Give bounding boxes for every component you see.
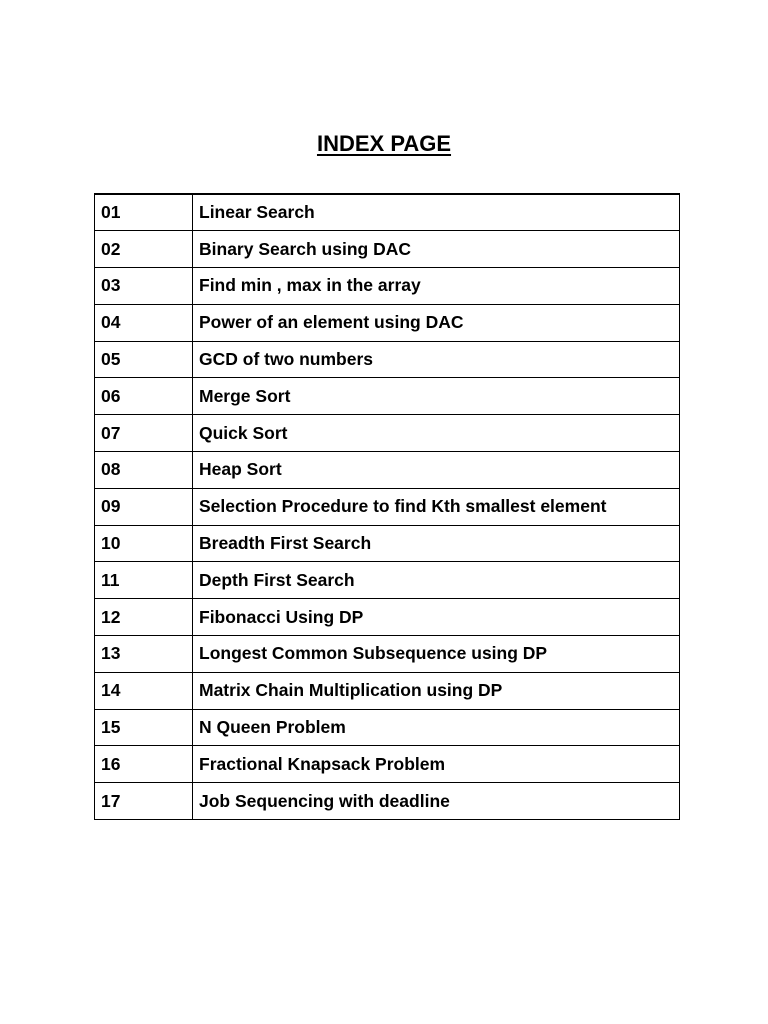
table-row [95, 488, 680, 525]
row-number: 16 [95, 746, 193, 783]
row-number: 03 [95, 268, 193, 305]
row-topic: Heap Sort [193, 452, 680, 489]
row-topic: Linear Search [193, 194, 680, 231]
row-number: 07 [95, 415, 193, 452]
row-number: 04 [95, 304, 193, 341]
row-number: 06 [95, 378, 193, 415]
table-row [95, 415, 680, 452]
row-number: 14 [95, 672, 193, 709]
page-title: INDEX PAGE [316, 131, 452, 156]
row-number: 10 [95, 525, 193, 562]
table-row [95, 378, 680, 415]
table-row [95, 636, 680, 673]
row-topic: Fibonacci Using DP [193, 599, 680, 636]
row-topic: Fractional Knapsack Problem [193, 746, 680, 783]
row-topic: Matrix Chain Multiplication using DP [193, 672, 680, 709]
table-row [95, 746, 680, 783]
row-topic: Power of an element using DAC [193, 304, 680, 341]
index-table-body [95, 194, 680, 820]
table-row [95, 599, 680, 636]
row-number: 11 [95, 562, 193, 599]
row-topic: GCD of two numbers [193, 341, 680, 378]
row-topic: Merge Sort [193, 378, 680, 415]
row-number: 12 [95, 599, 193, 636]
table-row [95, 672, 680, 709]
row-number: 13 [95, 636, 193, 673]
table-row [95, 268, 680, 305]
row-topic: N Queen Problem [193, 709, 680, 746]
row-topic: Job Sequencing with deadline [193, 783, 680, 820]
row-topic: Depth First Search [193, 562, 680, 599]
table-row [95, 194, 680, 231]
row-number: 05 [95, 341, 193, 378]
table-row [95, 783, 680, 820]
table-row [95, 525, 680, 562]
row-topic: Binary Search using DAC [193, 231, 680, 268]
row-number: 01 [95, 194, 193, 231]
row-topic: Breadth First Search [193, 525, 680, 562]
row-topic: Selection Procedure to find Kth smallest element [193, 488, 680, 525]
table-row [95, 341, 680, 378]
table-row [95, 562, 680, 599]
table-row [95, 231, 680, 268]
row-number: 09 [95, 488, 193, 525]
table-row [95, 304, 680, 341]
index-table [94, 193, 680, 820]
row-number: 15 [95, 709, 193, 746]
row-number: 08 [95, 452, 193, 489]
row-number: 02 [95, 231, 193, 268]
table-row [95, 452, 680, 489]
row-topic: Longest Common Subsequence using DP [193, 636, 680, 673]
row-topic: Quick Sort [193, 415, 680, 452]
row-number: 17 [95, 783, 193, 820]
table-row [95, 709, 680, 746]
row-topic: Find min , max in the array [193, 268, 680, 305]
